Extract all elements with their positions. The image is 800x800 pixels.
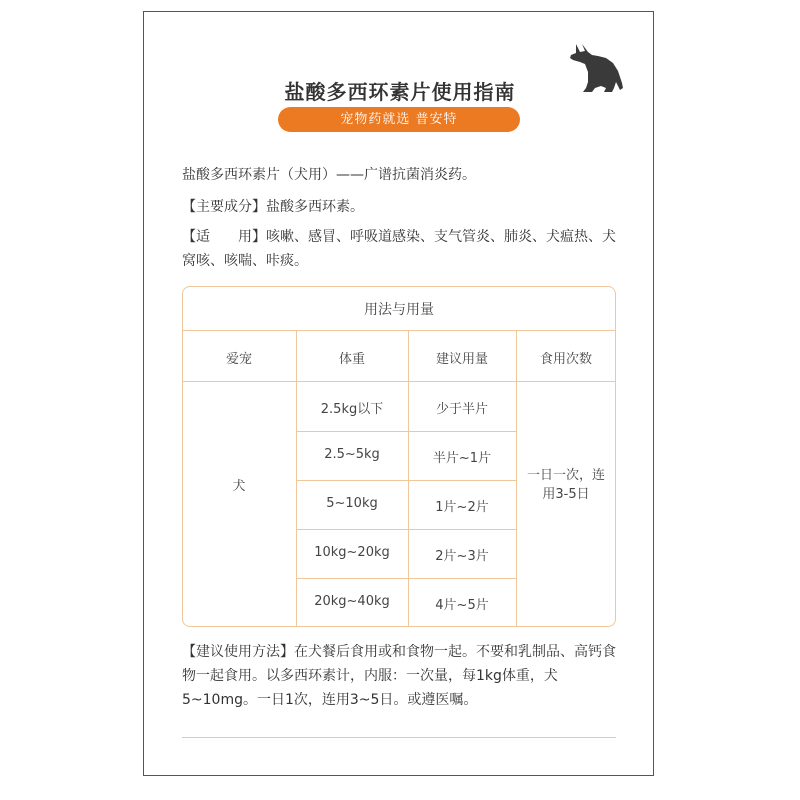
table-column-divider: [516, 330, 517, 627]
footer-divider: [182, 737, 616, 738]
table-divider: [296, 578, 516, 579]
intro-text: 盐酸多西环素片（犬用）——广谱抗菌消炎药。: [182, 167, 476, 183]
indications-label: 【适 用】: [182, 229, 266, 245]
table-divider: [296, 529, 516, 530]
table-cell-dose: 半片~1片: [432, 451, 492, 466]
table-divider: [296, 431, 516, 432]
page-title: 盐酸多西环素片使用指南: [284, 80, 516, 104]
table-cell-dose: 少于半片: [435, 402, 488, 417]
usage-section: [182, 640, 622, 712]
table-column-divider: [408, 330, 409, 627]
table-caption: 用法与用量: [364, 302, 434, 318]
table-header-frequency: 食用次数: [539, 352, 592, 367]
brand-banner: 宠物药就选 普安特: [278, 107, 520, 132]
table-cell-dose: 4片~5片: [435, 598, 489, 613]
ingredients-section: [182, 195, 622, 219]
usage-text: 在犬餐后食用或和食物一起。不要和乳制品、高钙食物一起食用。以多西环素计，内服：一次量，每1kg体重，犬5~10mg。一日1次，连用3~5日。或遵医嘱。: [182, 644, 616, 708]
table-cell-weight: 20kg~40kg: [314, 594, 390, 609]
table-cell-pet: 犬: [232, 479, 246, 494]
table-cell-weight: 2.5~5kg: [324, 447, 380, 462]
table-cell-weight: 5~10kg: [326, 496, 378, 511]
ingredients-label: 【主要成分】: [182, 199, 266, 215]
table-header-dose: 建议用量: [435, 352, 488, 367]
table-divider: [182, 330, 616, 331]
table-cell-weight: 10kg~20kg: [314, 545, 390, 560]
indications-section: [182, 225, 622, 273]
table-divider: [182, 381, 616, 382]
table-cell-frequency: 一日一次，连用3-5日: [526, 468, 605, 502]
table-divider: [296, 480, 516, 481]
ingredients-text: 盐酸多西环素。: [266, 199, 364, 215]
table-header-weight: 体重: [338, 352, 365, 367]
table-cell-dose: 1片~2片: [435, 500, 489, 515]
usage-label: 【建议使用方法】: [182, 644, 294, 660]
table-header-pet: 爱宠: [225, 352, 252, 367]
table-cell-weight: 2.5kg以下: [320, 402, 384, 417]
table-column-divider: [296, 330, 297, 627]
table-cell-dose: 2片~3片: [435, 549, 489, 564]
indications-text: 咳嗽、感冒、呼吸道感染、支气管炎、肺炎、犬瘟热、犬窝咳、咳喘、咔痰。: [182, 229, 616, 269]
